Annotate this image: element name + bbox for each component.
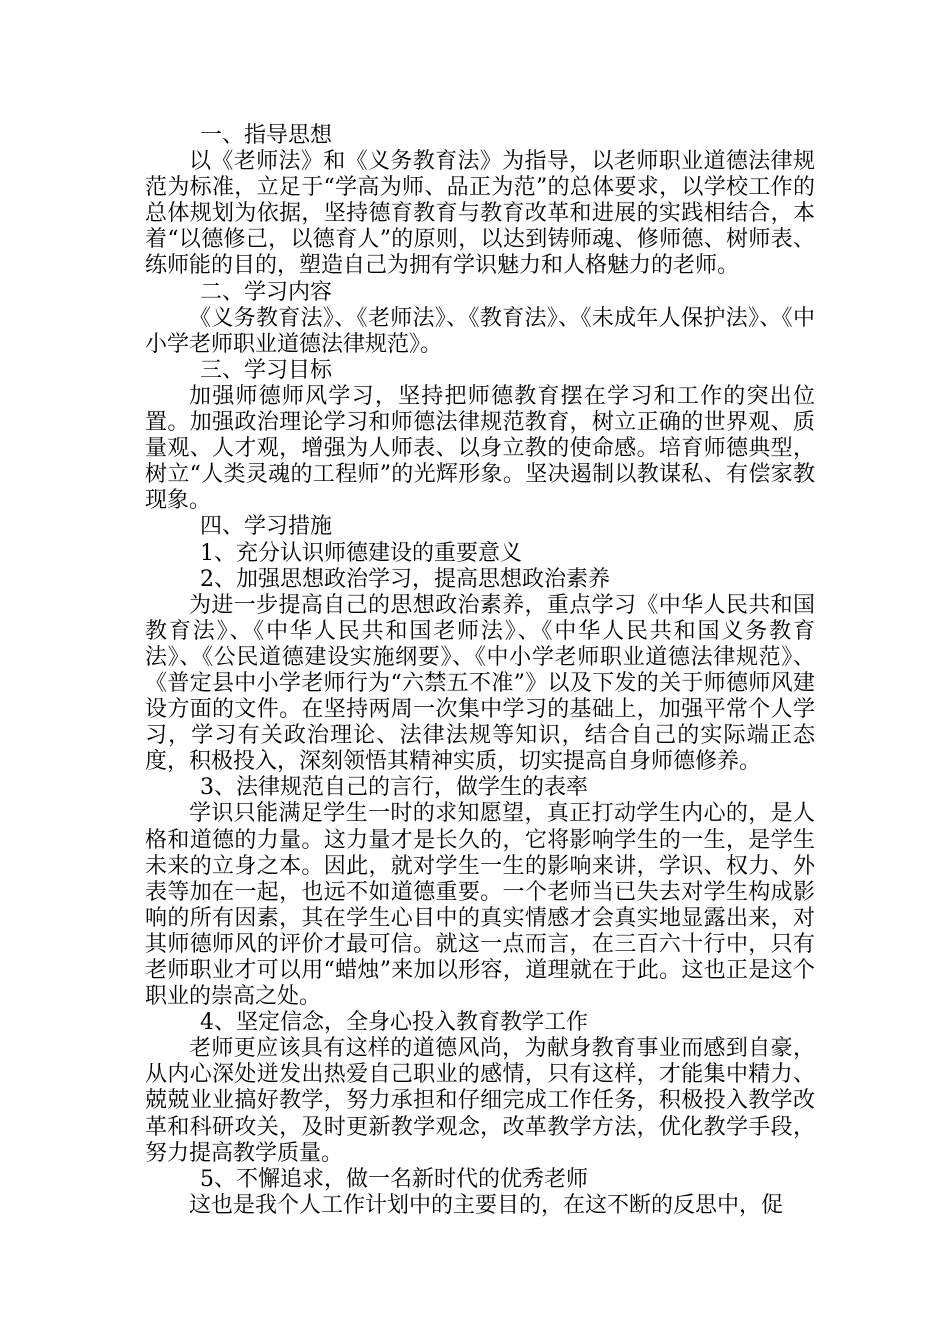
section-heading-study-measures: 四、学习措施 — [200, 514, 333, 540]
paragraph-measure-5: 这也是我个人工作计划中的主要目的，在这不断的反思中，促 — [189, 1192, 784, 1218]
paragraph-study-goals: 加强师德师风学习，坚持把师德教育摆在学习和工作的突出位置。加强政治理论学习和师德法律规范教育，树立正确的世界观、质量观、人才观，增强为人师表、以身立教的使命感。培育师德典型，树立“人类灵魂的工程师”的光辉形象。坚决遏制以教谋私、有偿家教现象。 — [145, 383, 815, 514]
section-heading-study-goals: 三、学习目标 — [200, 357, 333, 383]
paragraph-measure-2: 为进一步提高自己的思想政治素养，重点学习《中华人民共和国教育法》、《中华人民共和国老师法》、《中华人民共和国义务教育法》、《公民道德建设实施纲要》、《中小学老师职业道德法律规范》、《普定县中小学老师行为“六禁五不准”》以及下发的关于师德师风建设方面的文件。在坚持两周一次集中学习的基础上，加强平常个人学习，学习有关政治理论、法律法规等知识，结合自己的实际端正态度，积极投入，深刻领悟其精神实质，切实提高自身师德修养。 — [145, 592, 815, 775]
paragraph-study-content: 《义务教育法》、《老师法》、《教育法》、《未成年人保护法》、《中小学老师职业道德法律规范》。 — [145, 305, 815, 357]
paragraph-measure-4: 老师更应该具有这样的道德风尚，为献身教育事业而感到自豪，从内心深处迸发出热爱自己职业的感情，只有这样，才能集中精力、兢兢业业搞好教学，努力承担和仔细完成工作任务，积极投入教学改革和科研攻关，及时更新教学观念，改革教学方法，优化教学手段，努力提高教学质量。 — [145, 1036, 815, 1166]
subheading-measure-1: 1、充分认识师德建设的重要意义 — [200, 540, 522, 566]
paragraph-guiding-ideology: 以《老师法》和《义务教育法》为指导，以老师职业道德法律规范为标准，立足于“学高为师、品正为范”的总体要求，以学校工作的总体规划为依据，坚持德育教育与教育改革和进展的实践相结合，本着“以德修己，以德育人”的原则，以达到铸师魂、修师德、树师表、练师能的目的，塑造自己为拥有学识魅力和人格魅力的老师。 — [145, 149, 815, 279]
subheading-measure-5: 5、不懈追求，做一名新时代的优秀老师 — [200, 1166, 588, 1192]
paragraph-measure-3: 学识只能满足学生一时的求知愿望，真正打动学生内心的，是人格和道德的力量。这力量才是长久的，它将影响学生的一生，是学生未来的立身之本。因此，就对学生一生的影响来讲，学识、权力、外表等加在一起，也远不如道德重要。一个老师当已失去对学生构成影响的所有因素，其在学生心目中的真实情感才会真实地显露出来，对其师德师风的评价才最可信。就这一点而言，在三百六十行中，只有老师职业才可以用“蜡烛”来加以形容，道理就在于此。这也正是这个职业的崇高之处。 — [145, 801, 815, 1010]
section-heading-guiding-ideology: 一、指导思想 — [200, 123, 333, 148]
subheading-measure-2: 2、加强思想政治学习，提高思想政治素养 — [200, 566, 610, 592]
document-body — [145, 123, 815, 1219]
subheading-measure-4: 4、坚定信念，全身心投入教育教学工作 — [200, 1010, 588, 1036]
subheading-measure-3: 3、法律规范自己的言行，做学生的表率 — [200, 775, 588, 801]
section-heading-study-content: 二、学习内容 — [200, 279, 333, 305]
